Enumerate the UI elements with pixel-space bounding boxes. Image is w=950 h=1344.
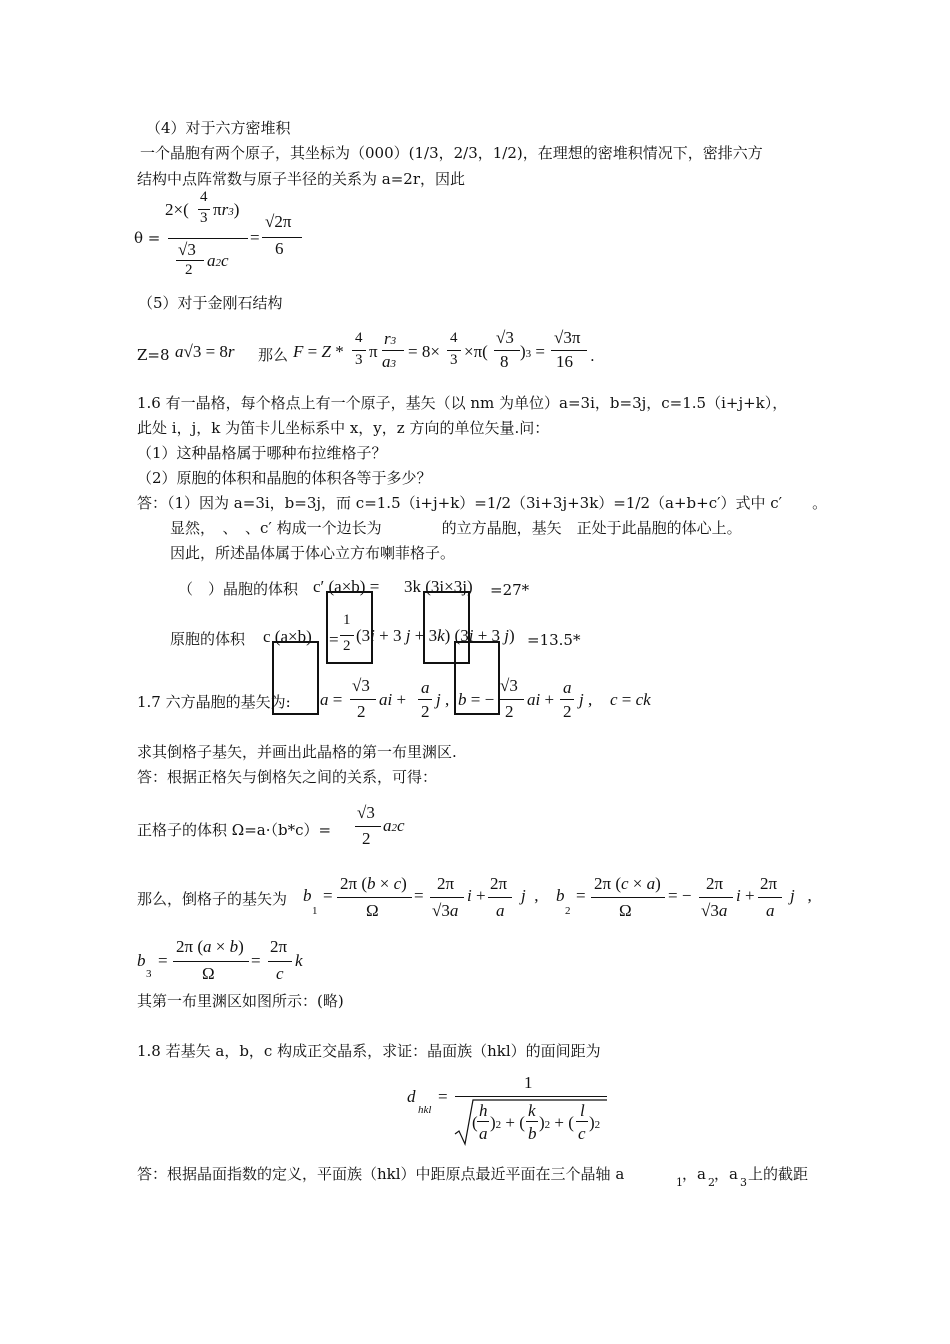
cell-volume-value: =27*: [490, 581, 530, 599]
cell-volume-expr2: 3k (3i×3j): [404, 577, 473, 596]
question-2: （2）原胞的体积和晶胞的体积各等于多少？: [137, 469, 432, 487]
reciprocal-basis-intro: 那么，倒格子的基矢为: [137, 890, 288, 908]
z-value: Z=8: [137, 346, 170, 364]
problem-1-8-line1: 1.8 若基矢 a，b，c 构成正交晶系，求证：晶面族（hkl）的面间距为: [137, 1042, 601, 1060]
problem-1-6-line2: 此处 i，j，k 为笛卡儿坐标系中 x，y，z 方向的单位矢量.问：: [137, 419, 550, 437]
cell-volume-label: （ ）晶胞的体积: [178, 580, 299, 598]
answer-tail-a2: ，a: [682, 1165, 706, 1183]
answer-tail-a3: ，a: [714, 1165, 738, 1183]
real-lattice-volume-label: 正格子的体积 Ω=a·（b*c）=: [137, 821, 332, 839]
formula-end-period: .: [590, 347, 595, 365]
primitive-volume-expr: c (a×b): [263, 627, 312, 646]
problem-1-7-answer: 答：根据正格矢与倒格矢之间的关系，可得：: [137, 768, 438, 786]
problem-1-8-answer: 答：根据晶面指数的定义，平面族（hkl）中距原点最近平面在三个晶轴 a: [137, 1165, 625, 1183]
brillouin-zone-note: 其第一布里渊区如图所示：(略): [137, 992, 344, 1010]
cell-volume-expr: c′ (a×b) =: [313, 577, 380, 596]
section-4-text-line2: 结构中点阵常数与原子半径的关系为 a=2r，因此: [137, 170, 465, 188]
primitive-volume-value: =13.5*: [527, 631, 581, 649]
problem-1-7-label: 1.7 六方晶胞的基矢为:: [137, 693, 291, 711]
question-1: （1）这种晶格属于哪种布拉维格子？: [137, 444, 387, 462]
section-4-heading: （4）对于六方密堆积: [146, 119, 291, 137]
problem-1-6-line1: 1.6 有一晶格，每个格点上有一个原子，基矢（以 nm 为单位）a=3i，b=3j，c=1.5（i+j+k），: [137, 394, 788, 412]
section-4-text-line1: 一个晶胞有两个原子，其坐标为（000）(1/3，2/3，1/2)，在理想的密堆积情况下，密排六方: [140, 144, 763, 162]
primitive-volume-label: 原胞的体积: [170, 630, 246, 648]
problem-1-7-ask: 求其倒格子基矢，并画出此晶格的第一布里渊区.: [137, 743, 457, 761]
theta-label: θ =: [134, 229, 161, 247]
answer-end: 上的截距: [748, 1165, 809, 1183]
answer-1-line2: 显然， 、 、c′ 构成一个边长为 的立方晶胞，基矢 正处于此晶胞的体心上。: [170, 519, 742, 537]
annotation-box: [326, 591, 373, 664]
answer-1-line3: 因此，所述晶体属于体心立方布喇菲格子。: [170, 544, 456, 562]
section-5-heading: （5）对于金刚石结构: [138, 294, 283, 312]
then-word: 那么: [258, 346, 289, 364]
answer-1-line1: 答：（1）因为 a=3i，b=3j，而 c=1.5（i+j+k）=1/2（3i+3j+3k）=1/2（a+b+c′）式中 c′ 。: [137, 494, 828, 512]
